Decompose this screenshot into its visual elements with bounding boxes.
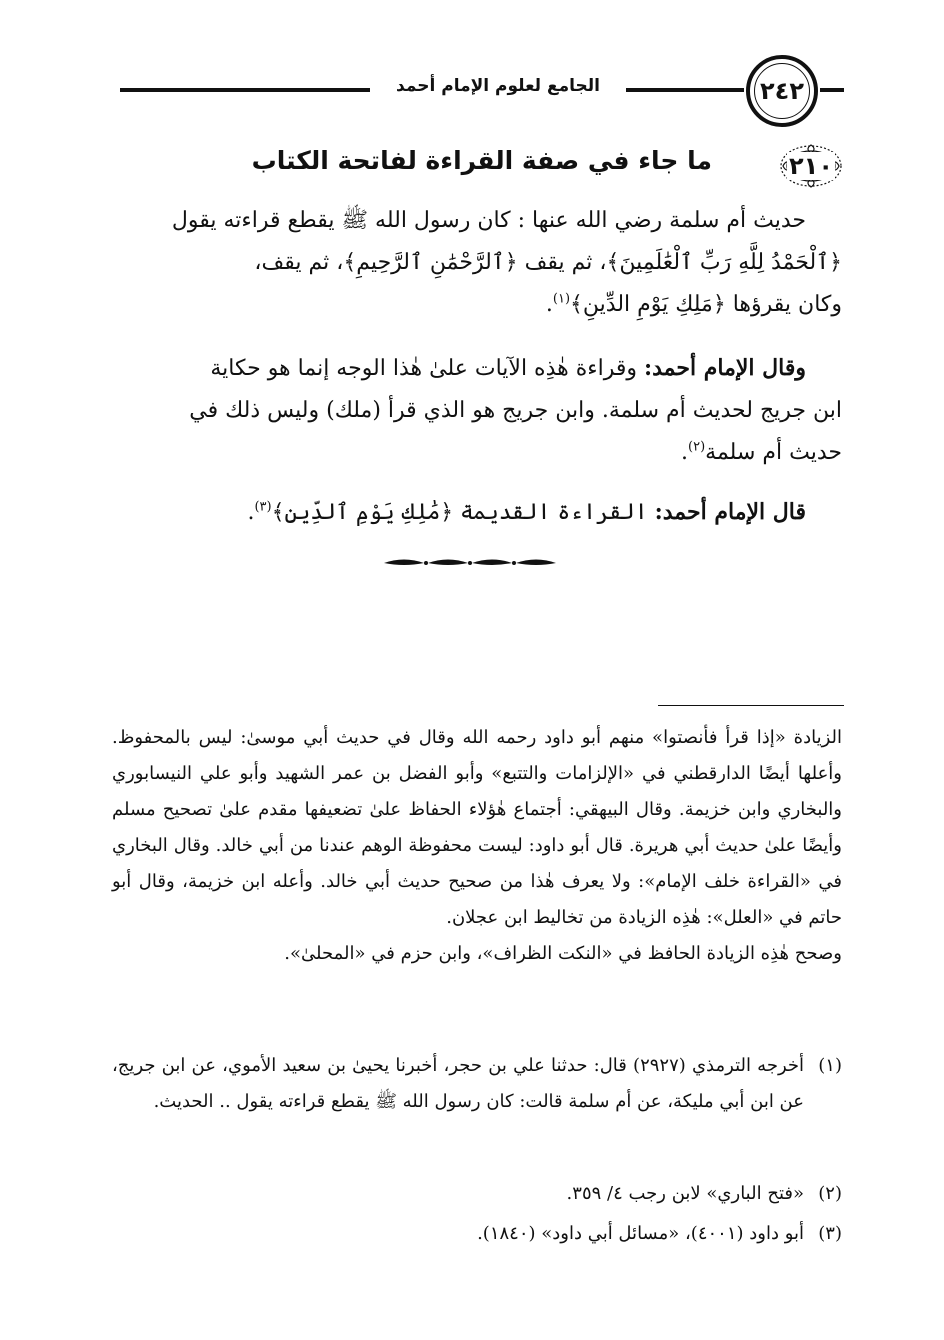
- footnote-text: أبو داود (٤٠٠١)، «مسائل أبي داود» (١٨٤٠).: [477, 1223, 804, 1244]
- footnote-number: (١): [818, 1055, 842, 1076]
- text-line: [112, 284, 842, 326]
- footnote-ref: (١): [552, 291, 571, 307]
- paragraph-old-reading: [112, 491, 842, 534]
- text-run: وقراءة هٰذِه الآيات علىٰ هٰذا الوجه إنما هو حكاية: [210, 356, 644, 381]
- footnote-3: [112, 1216, 842, 1252]
- paragraph-ahmad-comment: [112, 347, 842, 474]
- text-run: القراءة القديمة ﴿مَٰلِكِ يَوْمِ ٱلدِّينِ﴾: [271, 500, 655, 525]
- text-run: حديث أم سلمة: [705, 440, 842, 465]
- footnote-number: (٢): [818, 1183, 842, 1204]
- footnote-ref: (٣): [254, 499, 272, 515]
- page-number: ٢٤٢: [760, 77, 804, 105]
- footnote-1: [112, 1048, 842, 1120]
- running-title: الجامع لعلوم الإمام أحمد: [396, 76, 600, 96]
- footnote-text: أخرجه الترمذي (٢٩٢٧) قال: حدثنا علي بن حجر، أخبرنا يحيىٰ بن سعيد الأموي، عن ابن جريج، عن ابن أبي مليكة، عن أم سلمة قالت: كان رسول الله ﷺ يقطع قراءته يقول .. الحديث.: [112, 1055, 804, 1112]
- period: .: [681, 440, 689, 465]
- footnote-number: (٣): [818, 1223, 842, 1244]
- text-line: [112, 432, 842, 474]
- section-number: ٢١٠: [789, 152, 833, 180]
- footnote-2: [112, 1176, 842, 1212]
- text-run: وكان يقرؤها ﴿مَلِكِ يَوْمِ الدِّينِ﴾: [570, 292, 842, 317]
- section-number-ornament: [778, 143, 844, 189]
- header-rule-middle: [626, 88, 744, 92]
- text-line: [112, 347, 842, 390]
- footnote-text: «فتح الباري» لابن رجب ٤/ ٣٥٩.: [566, 1183, 804, 1204]
- text-line: حديث أم سلمة رضي الله عنها : كان رسول الله ﷺ يقطع قراءته يقول: [171, 208, 806, 233]
- header-rule-right: [820, 88, 844, 92]
- footnote-rule: [658, 705, 844, 706]
- footnote-ref: (٢): [688, 439, 706, 455]
- speaker-label: وقال الإمام أحمد:: [643, 355, 806, 381]
- header-rule-left: [120, 88, 370, 92]
- page-number-badge: [746, 55, 818, 127]
- ornamental-divider-icon: [382, 556, 558, 570]
- period: .: [247, 500, 255, 525]
- text-line: [112, 491, 842, 534]
- speaker-label: قال الإمام أحمد:: [654, 499, 806, 525]
- footnote-paragraph: الزيادة «إذا قرأ فأنصتوا» منهم أبو داود رحمه الله وقال في حديث أبي موسىٰ: ليس بالمحفوظ. وأعلها أيضًا الدارقطني في «الإلزامات والتتبع» وأبو الفضل بن عمر الشهيد وأبو علي النيسابوري والبخاري وابن خزيمة. وقال البيهقي: أجتماع هٰؤلاء الحفاظ علىٰ تضعيفها مقدم علىٰ تصحيح مسلم وأيضًا علىٰ حديث أبي هريرة. قال أبو داود: ليست محفوظة الوهم عندنا من أبي خالد. وقال البخاري في «القراءة خلف الإمام»: ولا يعرف هٰذا من صحيح حديث أبي خالد. وأعله ابن خزيمة، وقال أبو حاتم في «العلل»: هٰذِه الزيادة من تخاليط ابن عجلان.: [112, 727, 842, 928]
- section-title: ما جاء في صفة القراءة لفاتحة الكتاب: [251, 146, 712, 175]
- paragraph-hadith: [112, 200, 842, 326]
- footnote-continuation: [112, 720, 842, 972]
- footnote-paragraph: وصحح هٰذِه الزيادة الحافظ في «النكت الظراف»، وابن حزم في «المحلىٰ».: [284, 943, 842, 964]
- page-number-inner-ring: [754, 63, 810, 119]
- period: .: [545, 292, 553, 317]
- text-line: ﴿ٱلْحَمْدُ لِلَّهِ رَبِّ ٱلْعَٰلَمِينَ﴾، ثم يقف ﴿ٱلرَّحْمَٰنِ ٱلرَّحِيمِ﴾، ثم يقف،: [254, 250, 842, 275]
- text-line: ابن جريج لحديث أم سلمة. وابن جريج هو الذي قرأ (ملك) وليس ذلك في: [189, 398, 842, 423]
